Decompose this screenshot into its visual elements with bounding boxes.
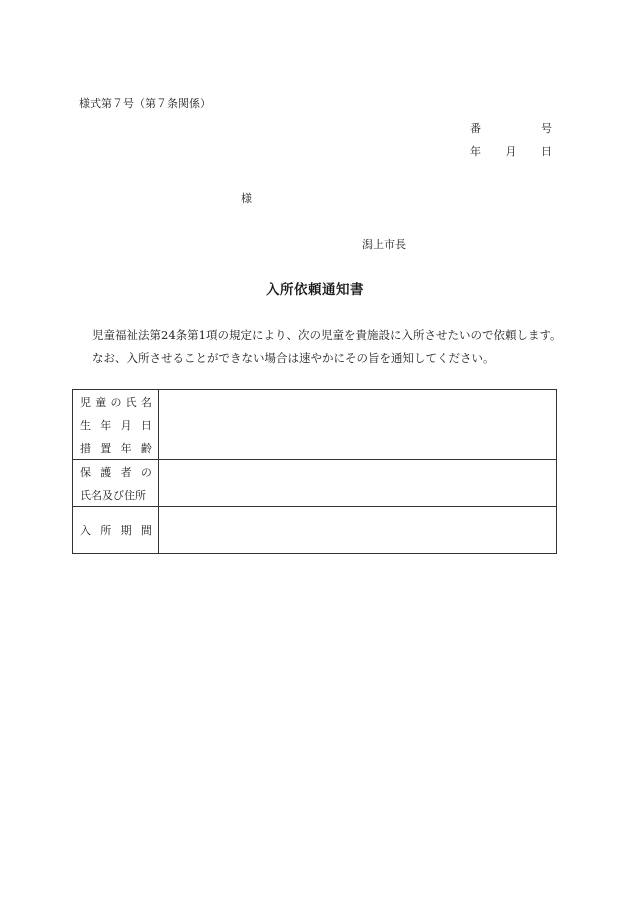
table-row-period bbox=[73, 507, 557, 554]
year-label: 年 bbox=[470, 145, 481, 158]
date-line bbox=[470, 143, 552, 159]
guardian-value-cell[interactable] bbox=[158, 460, 556, 507]
day-label: 日 bbox=[541, 145, 552, 158]
child-info-label-cell bbox=[73, 390, 159, 460]
table-row-child-info bbox=[73, 390, 557, 460]
form-number: 様式第７号（第７条関係） bbox=[79, 97, 211, 110]
table-row-guardian bbox=[73, 460, 557, 507]
guardian-label-cell bbox=[73, 460, 159, 507]
child-name-label: 児 童 の 氏 名 bbox=[80, 395, 152, 409]
period-value-cell[interactable] bbox=[158, 507, 556, 554]
guardian-label-line-1: 保 護 者 の bbox=[80, 465, 152, 479]
document-title: 入所依頼通知書 bbox=[266, 282, 364, 298]
document-number-line bbox=[470, 120, 552, 136]
placement-age-label: 措 置 年 齢 bbox=[80, 441, 152, 455]
number-suffix: 号 bbox=[541, 122, 552, 135]
number-label: 番 bbox=[470, 122, 481, 135]
addressee-suffix: 様 bbox=[241, 192, 252, 205]
child-info-value-cell[interactable] bbox=[158, 390, 556, 460]
period-label-cell bbox=[73, 507, 159, 554]
request-form-table bbox=[72, 389, 557, 554]
birth-date-label: 生 年 月 日 bbox=[80, 418, 152, 432]
month-label: 月 bbox=[505, 145, 517, 158]
guardian-label-line-2: 氏名及び住所 bbox=[80, 488, 146, 502]
body-paragraph-1: 児童福祉法第24条第1項の規定により、次の児童を貴施設に入所させたいので依頼します。 bbox=[92, 328, 562, 342]
body-paragraph-2: なお、入所させることができない場合は速やかにその旨を通知してください。 bbox=[92, 351, 495, 365]
admission-period-label: 入 所 期 間 bbox=[80, 524, 152, 537]
sender-name: 潟上市長 bbox=[362, 238, 406, 251]
